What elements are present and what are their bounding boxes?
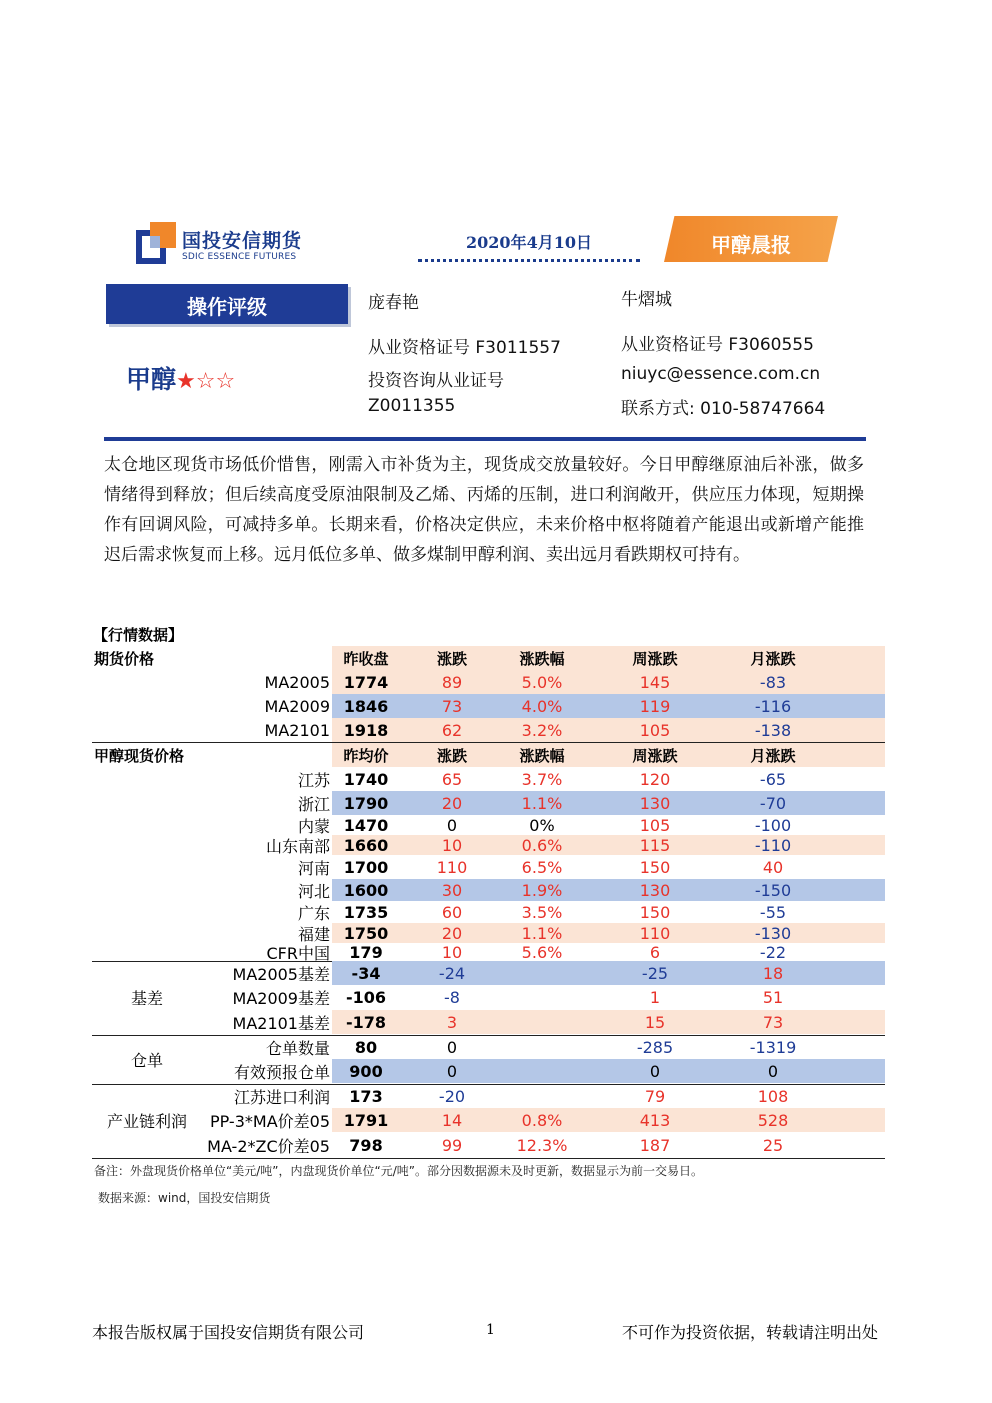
cell-pct: 4.0% [521,696,563,716]
cell-month: -110 [754,835,792,855]
table-row [92,767,885,791]
cell-pct: 0.6% [521,835,563,855]
cell-pct [492,961,592,985]
cell-chg: -20 [438,1086,466,1106]
row-label: PP-3*MA价差05 [209,1111,330,1131]
row-label: 河北 [297,881,330,901]
data-source: 数据来源：wind，国投安信期货 [98,1191,271,1205]
table-rule [92,1158,885,1159]
cell-base: -106 [345,987,387,1007]
row-label: MA2005 [264,672,330,692]
row-label: 江苏进口利润 [233,1087,330,1107]
column-header-chg: 涨跌 [436,649,467,668]
cell-week: 6 [649,942,661,962]
report-name-tab [664,216,838,262]
cell-week: 1 [649,987,661,1007]
cell-month: -130 [754,923,792,943]
cell-base: 1735 [343,902,389,922]
cell-month: 528 [757,1110,789,1130]
cell-base: 1790 [343,793,389,813]
table-notes: 备注：外盘现货价格单位“美元/吨”，内盘现货价单位“元/吨”。部分因数据源未及时更新，数据显示为前一交易日。 [94,1164,703,1178]
cell-month: -1319 [749,1037,797,1057]
table-header-row [92,743,885,767]
cell-chg: -8 [444,987,460,1007]
cell-month: -150 [754,880,792,900]
cell-pct [492,985,592,1009]
cell-chg: 60 [441,902,463,922]
cell-month: -65 [759,769,787,789]
table-row [92,718,885,742]
cell-week: 130 [639,880,671,900]
cell-base: 900 [349,1061,383,1081]
cell-base: 798 [349,1135,383,1155]
footer-disclaimer: 不可作为投资依据，转载请注明出处 [622,1323,879,1342]
column-header-chg: 涨跌 [436,746,467,765]
cell-month: 108 [757,1086,789,1106]
table-row [92,815,885,835]
cell-week: 0 [649,1061,661,1081]
group-label-row [92,1035,212,1083]
cell-week: 119 [639,696,671,716]
cell-chg: 73 [441,696,463,716]
row-label: 内蒙 [297,816,330,836]
cell-base: -34 [351,963,381,983]
cell-chg: 10 [441,835,463,855]
cell-base: 1918 [343,720,389,740]
cell-week: 187 [639,1135,671,1155]
cell-month: 40 [762,857,784,877]
cell-pct: 0% [529,815,555,835]
group-label: 产业链利润 [106,1112,187,1131]
cell-pct [492,1035,592,1059]
cell-pct: 1.1% [521,923,563,943]
group-label: 基差 [130,989,163,1008]
row-label: MA2009 [264,696,330,716]
analyst-1-consult-number: Z0011355 [368,396,456,416]
cell-week: 130 [639,793,671,813]
row-label: CFR中国 [266,943,330,963]
analyst-1-cert: 从业资格证号 F3011557 [368,338,561,358]
cell-chg: 14 [441,1110,463,1130]
row-label: MA2009基差 [232,988,330,1008]
cell-month: -116 [754,696,792,716]
cell-chg: 10 [441,942,463,962]
table-row [92,670,885,694]
column-header-week: 周涨跌 [632,649,678,668]
cell-week: 105 [639,720,671,740]
column-header-base: 昨收盘 [343,649,389,668]
cell-month: -138 [754,720,792,740]
rating-label-box: 操作评级 [106,284,348,324]
table-row [92,694,885,718]
row-label: 浙江 [297,794,330,814]
cell-chg: 89 [441,672,463,692]
row-label: 仓单数量 [265,1038,330,1058]
row-label: MA-2*ZC价差05 [207,1136,330,1156]
cell-week: 115 [639,835,671,855]
row-label: 江苏 [297,770,330,790]
row-label: 福建 [297,924,330,944]
cell-chg: -24 [438,963,466,983]
cell-month: 0 [767,1061,779,1081]
cell-base: 179 [349,942,383,962]
cell-week: 145 [639,672,671,692]
table-row [92,855,885,879]
cell-chg: 0 [446,815,458,835]
cell-pct: 6.5% [521,857,563,877]
footer-copyright: 本报告版权属于国投安信期货有限公司 [92,1323,365,1342]
section-header-label: 甲醇现货价格 [94,746,185,765]
cell-chg: 65 [441,769,463,789]
cell-chg: 0 [446,1061,458,1081]
cell-pct [492,1010,592,1034]
cell-month: 73 [762,1012,784,1032]
table-row [92,901,885,923]
analyst-1-consult-label: 投资咨询从业证号 [368,371,504,391]
analyst-2-name: 牛熠城 [621,290,672,310]
row-label: MA2101 [264,720,330,740]
row-label: 河南 [297,858,330,878]
cell-base: 1600 [343,880,389,900]
group-label-row [92,961,212,1034]
analyst-2-email: niuyc@essence.com.cn [621,364,821,384]
group-label: 仓单 [130,1050,163,1070]
row-label: 山东南部 [265,836,330,856]
table-row [92,943,885,961]
cell-week: -25 [641,963,669,983]
cell-month: 18 [762,963,784,983]
cell-pct: 12.3% [516,1135,568,1155]
footer-page-number: 1 [486,1322,495,1338]
logo-text-cn: 国投安信期货 [182,230,303,252]
cell-base: 1470 [343,815,389,835]
cell-pct: 3.2% [521,720,563,740]
cell-pct: 3.7% [521,769,563,789]
cell-base: 80 [354,1037,378,1057]
column-header-month: 月涨跌 [750,649,796,668]
cell-pct: 5.0% [521,672,563,692]
column-header-pct: 涨跌幅 [519,746,565,765]
group-label-row [92,1084,212,1157]
cell-week: 413 [639,1110,671,1130]
row-label: 有效预报仓单 [233,1062,330,1082]
cell-base: 1791 [343,1110,389,1130]
cell-base: -178 [345,1012,387,1032]
cell-chg: 20 [441,793,463,813]
cell-week: 150 [639,857,671,877]
cell-pct: 1.1% [521,793,563,813]
cell-base: 1740 [343,769,389,789]
cell-pct [492,1084,592,1108]
summary-divider [104,437,866,441]
cell-chg: 30 [441,880,463,900]
cell-week: -285 [636,1037,674,1057]
company-logo [136,218,306,268]
cell-base: 1700 [343,857,389,877]
analyst-1-name: 庞春艳 [368,293,419,313]
cell-pct: 0.8% [521,1110,563,1130]
column-header-month: 月涨跌 [750,746,796,765]
table-header-row [92,646,885,670]
table-row [92,835,885,855]
cell-chg: 62 [441,720,463,740]
column-header-pct: 涨跌幅 [519,649,565,668]
cell-week: 150 [639,902,671,922]
row-label: 广东 [297,903,330,923]
market-summary: 太仓地区现货市场低价惜售，刚需入市补货为主，现货成交放量较好。今日甲醇继原油后补涨，做多情绪得到释放；但后续高度受原油限制及乙烯、丙烯的压制，进口利润敞开，供应压力体现，短期操作有回调风险，可减持多单。长期来看，价格决定供应，未来价格中枢将随着产能退出或新增产能推迟后需求恢复而上移。远月低位多单、做多煤制甲醇利润、卖出远月看跌期权可持有。 [104,455,864,565]
analyst-2-phone: 联系方式: 010-58747664 [621,399,826,419]
cell-month: -22 [759,942,787,962]
star-rating-icon: ★☆☆ [176,369,236,394]
report-date: 2020年4月10日 [466,233,592,252]
cell-chg: 3 [446,1012,458,1032]
cell-pct: 1.9% [521,880,563,900]
cell-week: 79 [644,1086,666,1106]
cell-base: 1750 [343,923,389,943]
table-row [92,923,885,943]
cell-month: -70 [759,793,787,813]
cell-chg: 20 [441,923,463,943]
rating-value [126,360,235,396]
table-row [92,879,885,901]
row-label: MA2101基差 [232,1013,330,1033]
cell-week: 105 [639,815,671,835]
table-row [92,791,885,815]
cell-pct: 3.5% [521,902,563,922]
analyst-2-cert: 从业资格证号 F3060555 [621,335,814,355]
logo-text-en: SDIC ESSENCE FUTURES [182,252,297,262]
cell-pct: 5.6% [521,942,563,962]
section-header-label: 期货价格 [94,649,155,668]
column-header-base: 昨均价 [343,746,389,765]
date-underline [418,259,640,262]
cell-chg: 110 [436,857,468,877]
cell-month: 51 [762,987,784,1007]
cell-chg: 0 [446,1037,458,1057]
column-header-week: 周涨跌 [632,746,678,765]
table-title: 【行情数据】 [93,626,184,644]
cell-month: -83 [759,672,787,692]
cell-base: 173 [349,1086,383,1106]
cell-week: 110 [639,923,671,943]
cell-week: 120 [639,769,671,789]
rating-product: 甲醇 [126,365,177,394]
cell-chg: 99 [441,1135,463,1155]
cell-month: -100 [754,815,792,835]
cell-week: 15 [644,1012,666,1032]
cell-base: 1660 [343,835,389,855]
report-name: 甲醇晨报 [711,233,791,257]
cell-pct [492,1059,592,1083]
cell-month: -55 [759,902,787,922]
logo-mark-icon [136,222,176,264]
row-label: MA2005基差 [232,964,330,984]
cell-base: 1774 [343,672,389,692]
cell-month: 25 [762,1135,784,1155]
cell-base: 1846 [343,696,389,716]
